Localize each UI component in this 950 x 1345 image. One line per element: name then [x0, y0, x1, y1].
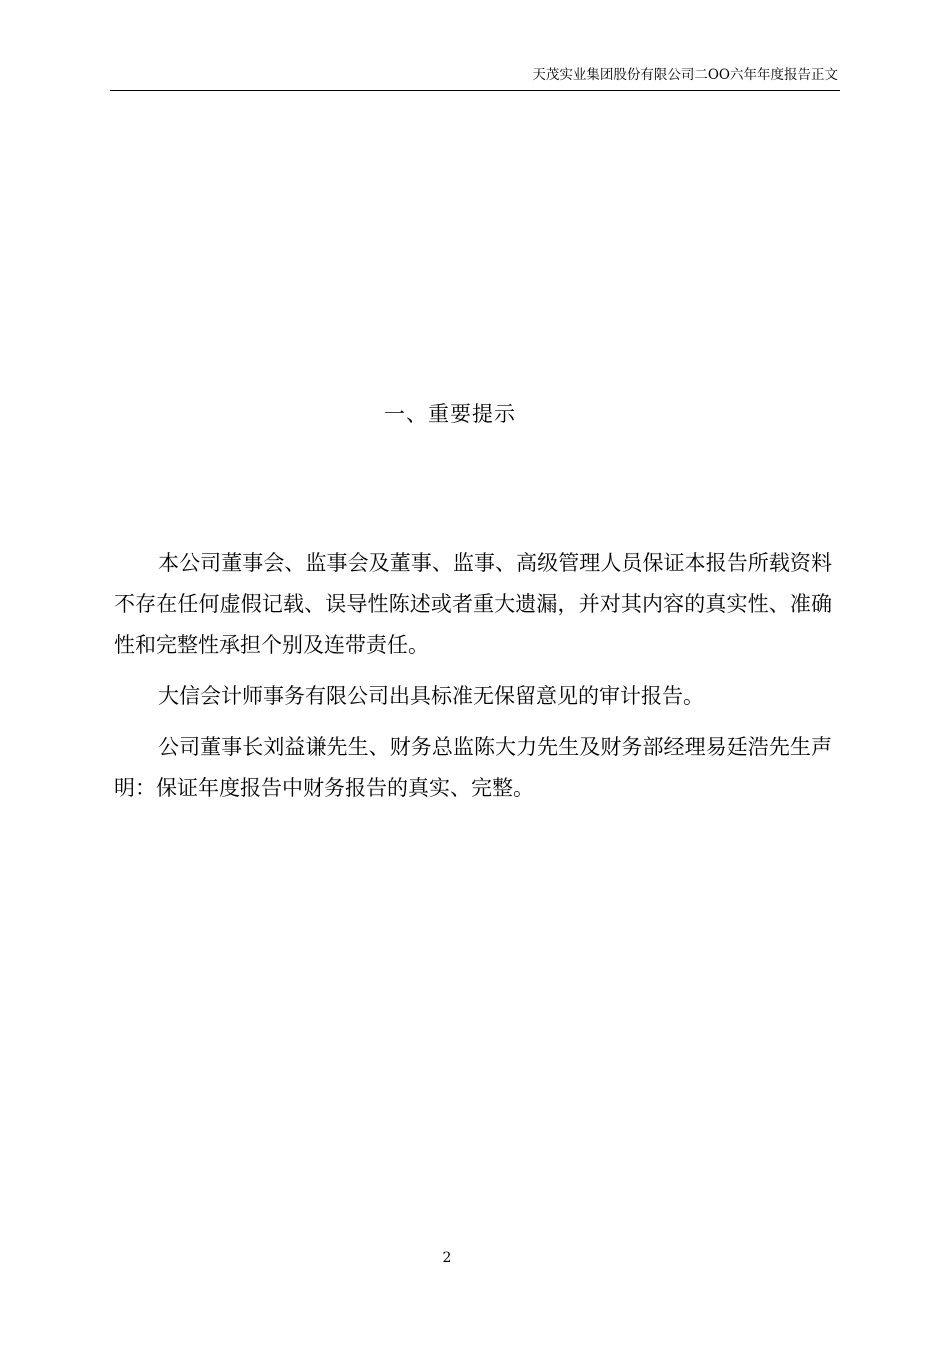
- body-text: [114, 543, 832, 809]
- section-title: 一、重要提示: [384, 402, 516, 426]
- paragraph-audit-opinion: 大信会计师事务有限公司出具标准无保留意见的审计报告。: [158, 684, 704, 708]
- page-number: 2: [442, 1250, 452, 1266]
- page-header: [110, 66, 840, 91]
- paragraph-financial-declaration: 公司董事长刘益谦先生、财务总监陈大力先生及财务部经理易廷浩先生声明：保证年度报告中财务报告的真实、完整。: [114, 735, 832, 800]
- running-title: 天茂实业集团股份有限公司二OO六年年度报告正文: [532, 67, 838, 83]
- paragraph-responsibility-statement: 本公司董事会、监事会及董事、监事、高级管理人员保证本报告所载资料不存在任何虚假记载、误导性陈述或者重大遗漏，并对其内容的真实性、准确性和完整性承担个别及连带责任。: [114, 551, 832, 657]
